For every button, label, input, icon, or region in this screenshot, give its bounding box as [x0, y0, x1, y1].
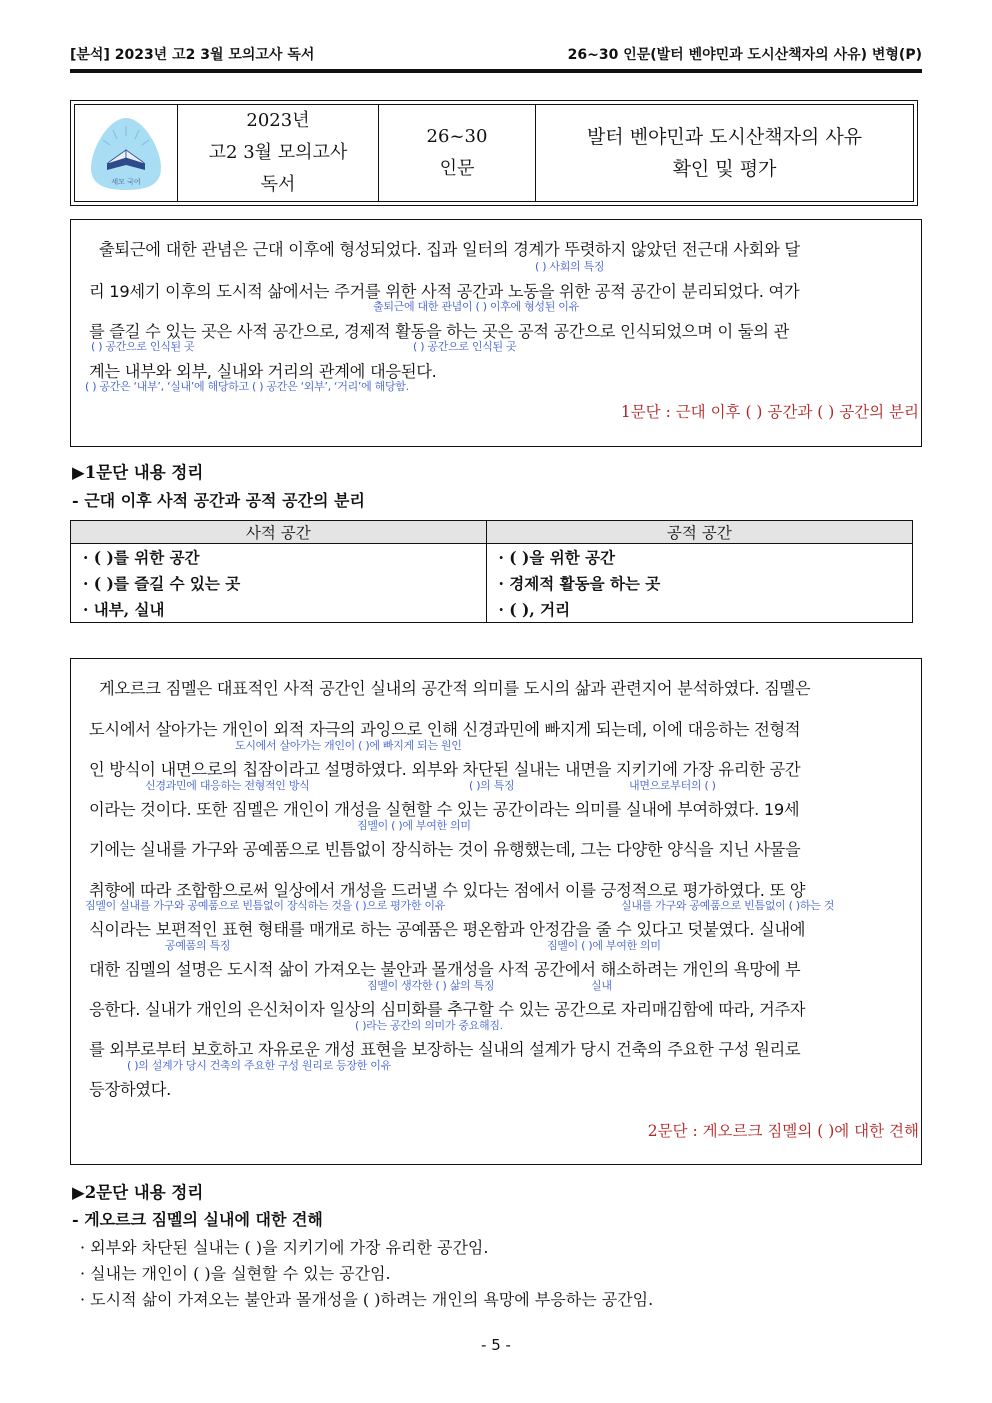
table-row	[71, 570, 913, 596]
page-number: - 5 -	[481, 1336, 511, 1354]
p2-line-8: 대한 짐멜의 설명은 도시적 삶이 가져오는 불안과 몰개성을 사적 공간에서 해소하려는 개인의 욕망에 부	[89, 960, 801, 979]
question-range-cell	[379, 105, 536, 201]
p1-annotation-3a: ( ) 공간으로 인식된 곳	[91, 340, 195, 353]
p2-annotation-7a: 공예품의 특징	[165, 939, 231, 952]
exam-year: 2023년	[246, 110, 310, 131]
table-cell: · ( )를 즐길 수 있는 곳	[71, 570, 487, 596]
table-cell: · ( )를 위한 공간	[71, 544, 487, 571]
table-header-public: 공적 공간	[486, 521, 912, 544]
topic-subtitle: 확인 및 평가	[672, 158, 777, 180]
table-cell: · ( )을 위한 공간	[486, 544, 912, 571]
section-1-table	[70, 520, 913, 623]
p2-line-11: 등장하였다.	[89, 1080, 172, 1099]
list-item: · 실내는 개인이 ( )을 실현할 수 있는 공간임.	[80, 1264, 391, 1283]
p2-line-4: 이라는 것이다. 또한 짐멜은 개인이 개성을 실현할 수 있는 공간이라는 의미를 실내에 부여하였다. 19세	[89, 800, 800, 819]
passage-genre: 인문	[439, 158, 475, 179]
p1-annotation-2: 출퇴근에 대한 관념이 ( ) 이후에 형성된 이유	[373, 300, 579, 313]
topic-title: 발터 벤야민과 도시산책자의 사유	[586, 126, 863, 148]
section-1-subtitle: - 근대 이후 사적 공간과 공적 공간의 분리	[72, 491, 365, 510]
p2-annotation-4: 짐멜이 ( )에 부여한 의미	[357, 819, 471, 832]
p2-annotation-3b: ( )의 특징	[469, 779, 515, 792]
question-range: 26~30	[426, 126, 488, 147]
logo-cell	[75, 105, 178, 201]
p1-annotation-1: ( ) 사회의 특징	[535, 260, 605, 273]
p1-annotation-3b: ( ) 공간으로 인식된 곳	[413, 340, 517, 353]
paragraph-1-box	[70, 219, 922, 447]
table-row	[71, 544, 913, 571]
paragraph-2-box	[70, 658, 922, 1165]
p2-annotation-7b: 짐멜이 ( )에 부여한 의미	[547, 939, 661, 952]
exam-subject: 독서	[260, 174, 296, 195]
p2-annotation-10: ( )의 설계가 당시 건축의 주요한 구성 원리로 등장한 이유	[127, 1059, 391, 1072]
p2-annotation-3a: 신경과민에 대응하는 전형적인 방식	[145, 779, 310, 792]
p1-annotation-4: ( ) 공간은 ‘내부’, ‘실내’에 해당하고 ( ) 공간은 ‘외부’, ‘거리’에 해당함.	[85, 380, 409, 393]
header-rule	[70, 69, 922, 73]
section-2-title: ▶2문단 내용 정리	[72, 1183, 204, 1202]
list-item: · 외부와 차단된 실내는 ( )을 지키기에 가장 유리한 공간임.	[80, 1238, 489, 1257]
p2-annotation-2: 도시에서 살아가는 개인이 ( )에 빠지게 되는 원인	[235, 739, 462, 752]
table-row	[71, 596, 913, 623]
exam-name: 고2 3월 모의고사	[208, 142, 348, 163]
logo-caption: 세모 국어	[111, 178, 141, 186]
table-cell: · 내부, 실내	[71, 596, 487, 623]
p2-line-1: 게오르크 짐멜은 대표적인 사적 공간인 실내의 공간적 의미를 도시의 삶과 관련지어 분석하였다. 짐멜은	[99, 679, 811, 698]
p2-line-7: 식이라는 보편적인 표현 형태를 매개로 하는 공예품은 평온함과 안정감을 줄 수 있다고 덧붙였다. 실내에	[89, 920, 806, 939]
header-right: 26~30 인문(발터 벤야민과 도시산책자의 사유) 변형(P)	[567, 47, 922, 63]
p2-line-5: 기에는 실내를 가구와 공예품으로 빈틈없이 장식하는 것이 유행했는데, 그는 다양한 양식을 지닌 사물을	[89, 840, 801, 859]
p1-line-2: 리 19세기 이후의 도시적 삶에서는 주거를 위한 사적 공간과 노동을 위한 공적 공간이 분리되었다. 여가	[89, 282, 800, 301]
p2-line-3: 인 방식이 내면으로의 칩잠이라고 설명하였다. 외부와 차단된 실내는 내면을 지키기에 가장 유리한 공간	[89, 760, 801, 779]
topic-cell	[536, 105, 913, 201]
p1-line-4: 계는 내부와 외부, 실내와 거리의 관계에 대응된다.	[89, 362, 437, 381]
p1-summary: 1문단 : 근대 이후 ( ) 공간과 ( ) 공간의 분리	[620, 403, 919, 421]
p2-annotation-8a: 짐멜이 생각한 ( ) 삶의 특징	[367, 979, 495, 992]
p2-annotation-6a: 짐멜이 실내를 가구와 공예품으로 빈틈없이 장식하는 것을 ( )으로 평가한 이유	[85, 899, 446, 912]
p1-line-3: 를 즐길 수 있는 곳은 사적 공간으로, 경제적 활동을 하는 곳은 공적 공간으로 인식되었으며 이 둘의 관	[89, 322, 789, 341]
table-cell: · 경제적 활동을 하는 곳	[486, 570, 912, 596]
list-item: · 도시적 삶이 가져오는 불안과 몰개성을 ( )하려는 개인의 욕망에 부응하는 공간임.	[80, 1290, 654, 1309]
table-cell: · ( ), 거리	[486, 596, 912, 623]
title-box	[70, 100, 918, 206]
p2-line-9: 응한다. 실내가 개인의 은신처이자 일상의 심미화를 추구할 수 있는 공간으로 자리매김함에 따라, 거주자	[89, 1000, 806, 1019]
header-left: [분석] 2023년 고2 3월 모의고사 독서	[70, 47, 315, 63]
p1-line-1: 출퇴근에 대한 관념은 근대 이후에 형성되었다. 집과 일터의 경계가 뚜렷하지 않았던 전근대 사회와 달	[99, 240, 800, 259]
section-1-title: ▶1문단 내용 정리	[72, 463, 204, 482]
exam-info-cell	[178, 105, 379, 201]
p2-annotation-8b: 실내	[591, 979, 612, 992]
p2-summary: 2문단 : 게오르크 짐멜의 ( )에 대한 견해	[647, 1122, 919, 1140]
p2-line-6: 취향에 따라 조합함으로써 일상에서 개성을 드러낼 수 있다는 점에서 이를 긍정적으로 평가하였다. 또 양	[89, 881, 806, 900]
p2-annotation-6b: 실내를 가구와 공예품으로 빈틈없이 ( )하는 것	[621, 899, 835, 912]
p2-annotation-3c: 내면으로부터의 ( )	[629, 779, 716, 792]
book-logo-icon	[85, 112, 167, 194]
p2-line-10: 를 외부로부터 보호하고 자유로운 개성 표현을 보장하는 실내의 설계가 당시 건축의 주요한 구성 원리로	[89, 1040, 801, 1059]
section-2-subtitle: - 게오르크 짐멜의 실내에 대한 견해	[72, 1210, 323, 1229]
p2-annotation-9: ( )라는 공간의 의미가 중요해짐.	[355, 1019, 503, 1032]
table-header-private: 사적 공간	[71, 521, 487, 544]
p2-line-2: 도시에서 살아가는 개인이 외적 자극의 과잉으로 인해 신경과민에 빠지게 되는데, 이에 대응하는 전형적	[89, 720, 801, 739]
